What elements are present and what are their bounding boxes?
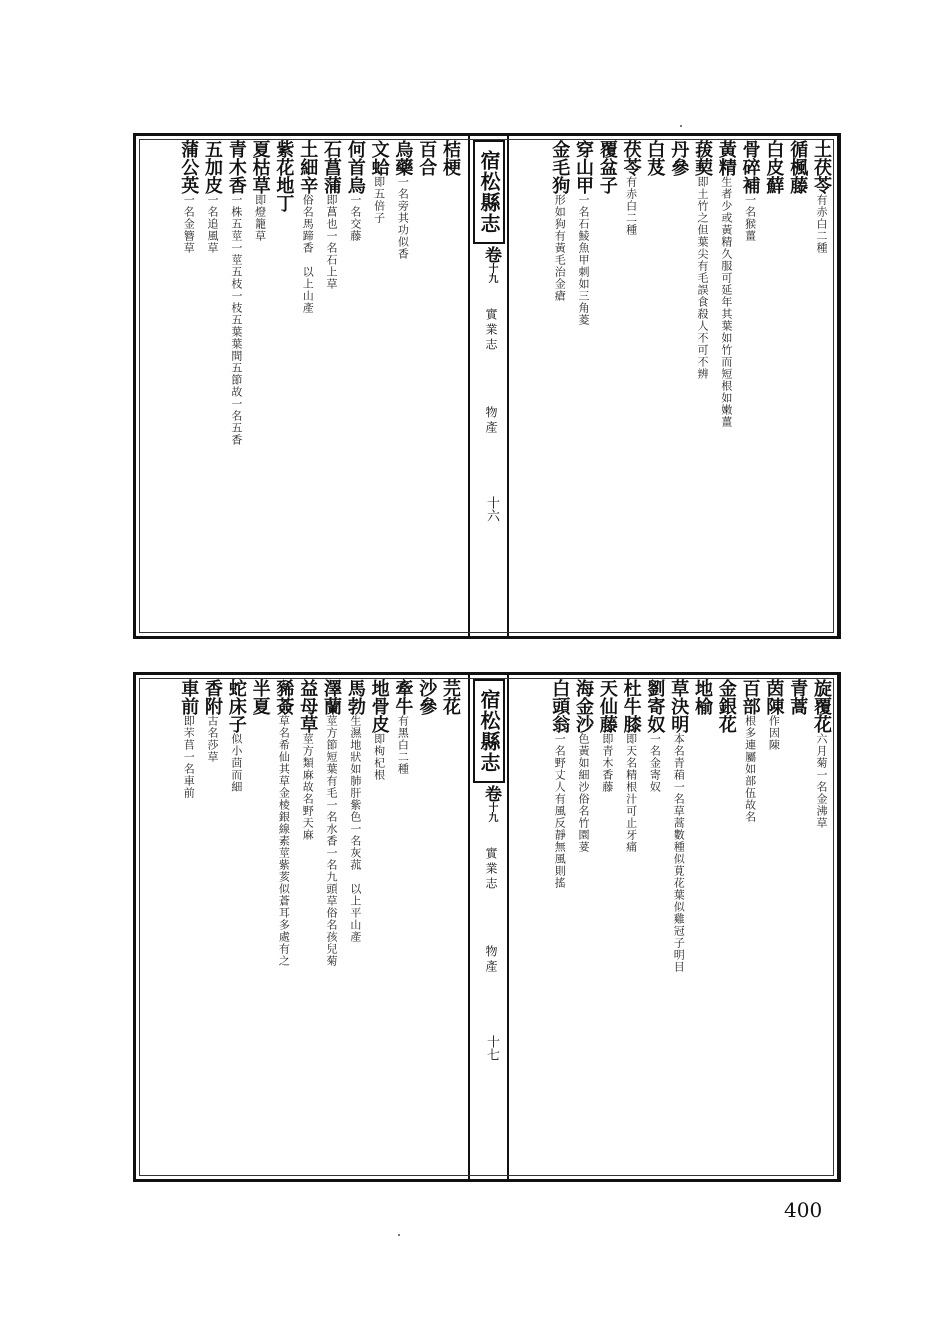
top-left-columns (140, 140, 462, 632)
book-title: 宿松縣志 (473, 679, 505, 783)
entry-note: 本名青葙一名草蒿數種似莧花葉似雞冠子明目 (672, 733, 686, 973)
entry-note: 草名希仙其草金棱銀線素莖紫荄似蒼耳多處有之 (277, 715, 291, 967)
entry-note: 俗名馬蹄香 以上山產 (301, 194, 315, 314)
entry-note: 一名猴薑 (743, 194, 757, 242)
entry-name: 白皮蘚 (763, 140, 785, 194)
entry-column (809, 140, 833, 632)
entry-name: 沙參 (416, 679, 438, 715)
entry-column (248, 140, 272, 632)
entry-note: 古名莎草 (206, 715, 220, 763)
entry-name: 天仙藤 (596, 679, 618, 733)
entry-column (619, 140, 643, 632)
speck (680, 125, 682, 127)
entry-column (690, 140, 714, 632)
entry-name: 土細辛 (297, 140, 319, 194)
entry-column (224, 140, 248, 632)
entry-column (319, 140, 343, 632)
entry-name: 石菖蒲 (321, 140, 343, 194)
entry-note: 形如狗有黃毛治金瘡 (553, 194, 567, 302)
entry-note: 作因陳 (767, 715, 781, 751)
entry-column (391, 140, 415, 632)
entry-name: 覆盆子 (596, 140, 618, 194)
bottom-center-band (468, 675, 509, 1179)
entry-note: 生濕地狀如肺肝紫色一名灰菰 以上平山產 (348, 715, 362, 943)
juan-label: 卷十九 (481, 785, 501, 822)
entry-column (295, 140, 319, 632)
subsection-label: 物產 (484, 945, 498, 975)
entry-name: 金銀花 (715, 679, 737, 733)
entry-column (666, 140, 690, 632)
entry-name: 烏藥 (392, 140, 414, 176)
entry-name: 百合 (416, 140, 438, 176)
entry-name: 馬勃 (344, 679, 366, 715)
entry-name: 黃精 (715, 140, 737, 176)
entry-name: 地榆 (692, 679, 714, 715)
entry-column (224, 679, 248, 1175)
subsection-label: 物產 (484, 406, 498, 436)
entry-name: 蒲公英 (178, 140, 200, 194)
entry-name: 蛇床子 (225, 679, 247, 733)
entry-column (643, 679, 667, 1175)
entry-column (714, 140, 738, 632)
entry-column (248, 679, 272, 1175)
entry-note: 根多連屬如部伍故名 (743, 715, 757, 823)
entry-name: 澤蘭 (321, 679, 343, 715)
bottom-right-columns (511, 679, 833, 1175)
entry-note: 生者少或黃精久服可延年其葉如竹而短根如嫩薑 (719, 176, 733, 428)
entry-note: 一株五莖一莖五枝一枝五葉葉間五節故一名五香 (229, 194, 243, 446)
entry-note: 莖方節短葉有毛一名水香一名九頭草俗名孩兒菊 (325, 715, 339, 967)
entry-name: 旋覆花 (811, 679, 832, 733)
entry-note: 即燈籠草 (253, 194, 267, 242)
entry-column (595, 140, 619, 632)
entry-column (785, 679, 809, 1175)
entry-note: 莖方類麻故名野天麻 (301, 733, 315, 841)
folio-number: 十七 (484, 1035, 499, 1061)
entry-note: 似小茴而細 (229, 733, 243, 793)
entry-note: 一名追風草 (206, 194, 220, 254)
entry-column (809, 679, 833, 1175)
entry-column (547, 679, 571, 1175)
entry-name: 白頭翁 (549, 679, 571, 733)
entry-column (272, 140, 296, 632)
entry-column (391, 679, 415, 1175)
entry-column (367, 140, 391, 632)
entry-column (690, 679, 714, 1175)
top-right-half (507, 136, 837, 636)
entry-name: 香附 (202, 679, 224, 715)
entry-name: 海金沙 (573, 679, 595, 733)
entry-name: 草決明 (668, 679, 690, 733)
top-right-columns (511, 140, 833, 632)
entry-name: 半夏 (249, 679, 271, 715)
entry-note: 即菖也一名石上草 (325, 194, 339, 290)
book-title: 宿松縣志 (473, 140, 505, 244)
entry-note: 一名交藤 (348, 194, 362, 242)
entry-name: 青蒿 (787, 679, 809, 715)
juan-label: 卷十九 (481, 246, 501, 283)
entry-column (571, 679, 595, 1175)
entry-note: 即芣苢一名車前 (182, 715, 196, 799)
entry-column (272, 679, 296, 1175)
top-left-half (136, 136, 466, 636)
entry-name: 土茯苓 (811, 140, 832, 194)
entry-column (595, 679, 619, 1175)
entry-name: 五加皮 (202, 140, 224, 194)
entry-name: 循楓藤 (787, 140, 809, 194)
entry-name: 丹參 (668, 140, 690, 176)
entry-column (785, 140, 809, 632)
entry-name: 劉寄奴 (644, 679, 666, 733)
entry-name: 車前 (178, 679, 200, 715)
entry-note: 有赤白二種 (815, 194, 828, 254)
speck (398, 1234, 400, 1236)
entry-column (738, 679, 762, 1175)
entry-name: 地骨皮 (368, 679, 390, 733)
page-number: 400 (784, 1198, 823, 1222)
bottom-page-frame (133, 672, 841, 1182)
entry-column (343, 140, 367, 632)
entry-name: 夏枯草 (249, 140, 271, 194)
section-label: 實業志 (484, 847, 498, 892)
entry-note: 色黃如細沙俗名竹園荽 (577, 733, 591, 853)
entry-note: 有黑白二種 (396, 715, 410, 775)
entry-note: 即土竹之但葉尖有毛誤食殺人不可不辨 (696, 176, 710, 380)
entry-column (176, 679, 200, 1175)
entry-column (414, 679, 438, 1175)
entry-column (438, 140, 462, 632)
entry-column (343, 679, 367, 1175)
entry-name: 青木香 (225, 140, 247, 194)
entry-name: 文蛤 (368, 140, 390, 176)
top-page-frame (133, 133, 841, 639)
entry-note: 即青木香藤 (600, 733, 614, 793)
entry-name: 茯苓 (620, 140, 642, 176)
entry-column (547, 140, 571, 632)
entry-column (319, 679, 343, 1175)
entry-column (200, 679, 224, 1175)
section-label: 實業志 (484, 308, 498, 353)
entry-note: 即天名精根汁可止牙痛 (624, 733, 638, 853)
folio-number: 十六 (484, 496, 499, 522)
entry-name: 桔梗 (440, 140, 461, 176)
entry-column (643, 140, 667, 632)
entry-note: 一名石鯪魚甲刺如三角菱 (577, 194, 591, 326)
entry-column (762, 679, 786, 1175)
bottom-right-half (507, 675, 837, 1179)
entry-column (367, 679, 391, 1175)
entry-column (200, 140, 224, 632)
entry-name: 金毛狗 (549, 140, 571, 194)
entry-column (571, 140, 595, 632)
entry-name: 白芨 (644, 140, 666, 176)
bottom-left-half (136, 675, 466, 1179)
entry-column (619, 679, 643, 1175)
entry-column (414, 140, 438, 632)
entry-name: 芫花 (440, 679, 461, 715)
entry-note: 一名野丈人有風反靜無風則搖 (553, 733, 567, 889)
entry-note: 有赤白二種 (624, 176, 638, 236)
entry-note: 一名金寄奴 (648, 733, 662, 793)
entry-name: 紫花地丁 (273, 140, 295, 212)
entry-name: 益母草 (297, 679, 319, 733)
entry-column (295, 679, 319, 1175)
entry-name: 杜牛膝 (620, 679, 642, 733)
entry-column (666, 679, 690, 1175)
entry-note: 六月菊一名金沸草 (815, 733, 828, 829)
entry-name: 穿山甲 (573, 140, 595, 194)
entry-name: 骨碎補 (739, 140, 761, 194)
entry-column (762, 140, 786, 632)
entry-column (714, 679, 738, 1175)
entry-name: 何首烏 (344, 140, 366, 194)
entry-note: 即枸杞根 (372, 733, 386, 781)
entry-name: 豨薟 (273, 679, 295, 715)
entry-name: 茵陳 (763, 679, 785, 715)
entry-column (176, 140, 200, 632)
entry-note: 即五倍子 (372, 176, 386, 224)
entry-name: 牽牛 (392, 679, 414, 715)
entry-column (738, 140, 762, 632)
entry-note: 一名旁其功似香 (396, 176, 410, 260)
entry-note: 一名金簪草 (182, 194, 196, 254)
entry-name: 百部 (739, 679, 761, 715)
bottom-left-columns (140, 679, 462, 1175)
entry-name: 菝葜 (692, 140, 714, 176)
top-center-band (468, 136, 509, 636)
entry-column (438, 679, 462, 1175)
